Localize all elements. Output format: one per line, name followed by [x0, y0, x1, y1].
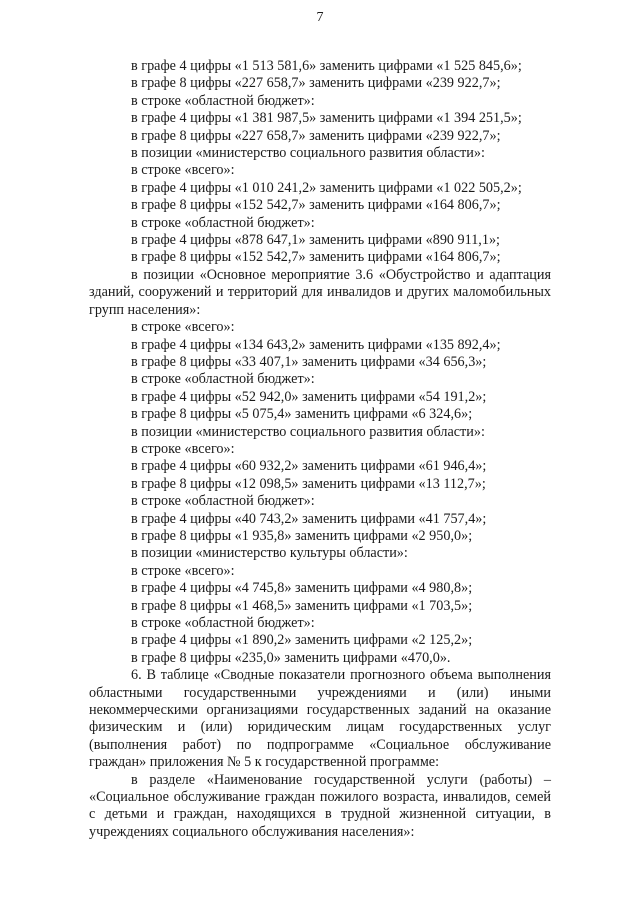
text-line: в позиции «министерство социального развития области»:	[131, 145, 485, 162]
text-line: в графе 8 цифры «1 468,5» заменить цифрами «1 703,5»;	[131, 597, 473, 614]
paragraph-table-6: 6. В таблице «Сводные показатели прогнозного объема выполнения областными государственными учреждениями и (или) иными некоммерческими организациями государственных заданий на оказание физическим и (или) юридическим лицам государственных услуг (выполнения работ) по подпрограмме «Социальное обслуживание граждан» приложения № 5 к государственной программе:	[89, 667, 551, 771]
text-line: в позиции «министерство социального развития области»:	[131, 423, 485, 440]
document-body	[89, 58, 551, 841]
text-line: в графе 8 цифры «152 542,7» заменить цифрами «164 806,7»;	[131, 249, 501, 266]
text-line: в строке «областной бюджет»:	[131, 214, 315, 231]
text-line: в строке «областной бюджет»:	[131, 371, 315, 388]
text-line: в строке «всего»:	[131, 162, 235, 179]
text-line: в графе 8 цифры «12 098,5» заменить цифрами «13 112,7»;	[131, 475, 486, 492]
page-number: 7	[316, 10, 324, 25]
text-line: в графе 8 цифры «5 075,4» заменить цифрами «6 324,6»;	[131, 406, 473, 423]
text-line: в графе 4 цифры «1 381 987,5» заменить цифрами «1 394 251,5»;	[131, 110, 522, 127]
paragraph-section: в разделе «Наименование государственной услуги (работы) – «Социальное обслуживание граждан пожилого возраста, инвалидов, семей с детьми и граждан, находящихся в трудной жизненной ситуации, в учреждениях социального обслуживания населения»:	[89, 771, 551, 840]
paragraph-measure-3-6: в позиции «Основное мероприятие 3.6 «Обустройство и адаптация зданий, сооружений и территорий для инвалидов и других маломобильных групп населения»:	[89, 266, 551, 318]
text-line: в позиции «министерство культуры области»:	[131, 545, 408, 562]
text-line: в графе 8 цифры «227 658,7» заменить цифрами «239 922,7»;	[131, 127, 501, 144]
text-line: в графе 8 цифры «33 407,1» заменить цифрами «34 656,3»;	[131, 353, 487, 370]
text-line: в строке «областной бюджет»:	[131, 92, 315, 109]
text-line: в строке «всего»:	[131, 440, 235, 457]
text-line: в графе 4 цифры «134 643,2» заменить цифрами «135 892,4»;	[131, 336, 501, 353]
text-line: в графе 4 цифры «1 010 241,2» заменить цифрами «1 022 505,2»;	[131, 179, 522, 196]
text-line: в строке «всего»:	[131, 562, 235, 579]
text-line: в графе 4 цифры «1 890,2» заменить цифрами «2 125,2»;	[131, 632, 473, 649]
text-line: в графе 8 цифры «227 658,7» заменить цифрами «239 922,7»;	[131, 75, 501, 92]
text-line: в графе 4 цифры «4 745,8» заменить цифрами «4 980,8»;	[131, 580, 473, 597]
text-line: в графе 4 цифры «40 743,2» заменить цифрами «41 757,4»;	[131, 510, 487, 527]
text-line: в графе 4 цифры «1 513 581,6» заменить цифрами «1 525 845,6»;	[131, 58, 522, 74]
text-line: в строке «областной бюджет»:	[131, 493, 315, 510]
text-line: в графе 8 цифры «235,0» заменить цифрами «470,0».	[131, 649, 451, 666]
text-line: в графе 8 цифры «152 542,7» заменить цифрами «164 806,7»;	[131, 197, 501, 214]
text-line: в строке «всего»:	[131, 319, 235, 336]
text-line: в графе 4 цифры «52 942,0» заменить цифрами «54 191,2»;	[131, 388, 487, 405]
text-line: в графе 8 цифры «1 935,8» заменить цифрами «2 950,0»;	[131, 527, 473, 544]
text-line: в графе 4 цифры «60 932,2» заменить цифрами «61 946,4»;	[131, 458, 487, 475]
text-line: в графе 4 цифры «878 647,1» заменить цифрами «890 911,1»;	[131, 232, 500, 249]
text-line: в строке «областной бюджет»:	[131, 615, 315, 631]
